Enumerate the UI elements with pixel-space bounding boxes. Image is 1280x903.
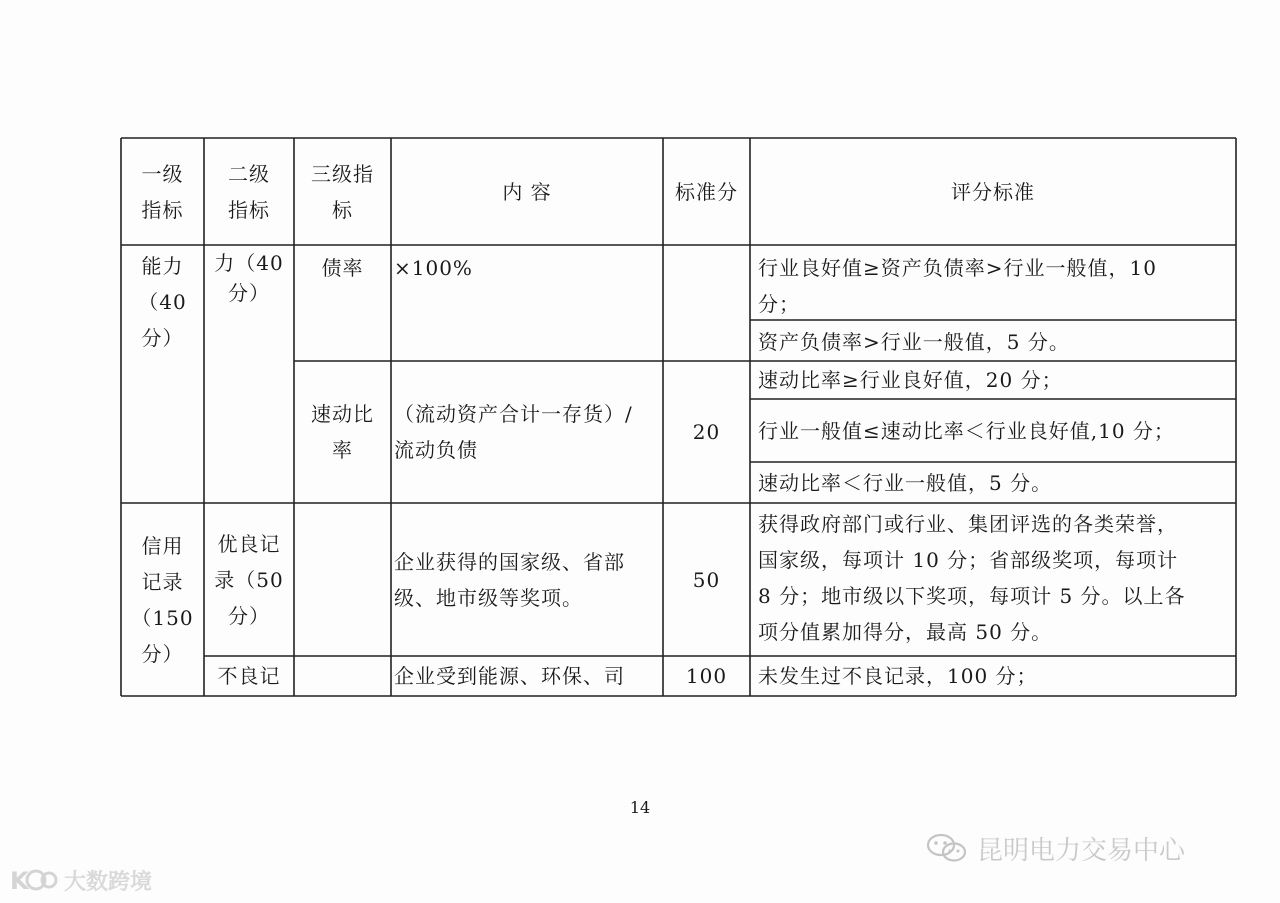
debt-criteria-2 [758, 323, 1234, 361]
credit-good-level2 [204, 503, 294, 656]
credit-bad-score [663, 656, 750, 696]
header-standard-score [663, 138, 750, 245]
credit-level1-line2: 记录 [141, 569, 184, 594]
header-level1-line2: 指标 [141, 197, 184, 222]
quick-ratio-level3-line1: 速动比 [311, 402, 374, 426]
header-level1-line1: 一级 [141, 161, 184, 186]
quick-ratio-criteria-3 [758, 462, 1234, 503]
credit-good-level2-line2: 录（50 [214, 567, 284, 592]
brand-name: 大数跨境 [64, 869, 153, 895]
credit-good-criteria-line4: 项分值累加得分，最高 50 分。 [758, 620, 1053, 644]
credit-good-criteria-line2: 国家级，每项计 10 分；省部级奖项，每项计 [758, 548, 1179, 572]
credit-good-criteria-line3: 8 分；地市级以下奖项，每项计 5 分。以上各 [758, 584, 1186, 608]
debt-level2 [204, 248, 294, 328]
debt-content-formula: ×100% [394, 256, 473, 280]
debt-level1-line2: （40 [138, 290, 187, 314]
debt-criteria-1-line1: 行业良好值≥资产负债率>行业一般值，10 [758, 256, 1157, 280]
brand-logo-letter: K [10, 867, 29, 895]
debt-level1-line1: 能力 [141, 254, 184, 278]
credit-good-criteria [758, 506, 1234, 656]
debt-level2-line1: 力（40 [214, 251, 284, 275]
quick-ratio-content-line2: 流动负债 [394, 438, 478, 462]
header-level3-line1: 三级指 [311, 161, 374, 186]
credit-good-content-line2: 级、地市级等奖项。 [394, 585, 583, 610]
header-standard-score-label: 标准分 [675, 179, 738, 204]
header-level1 [121, 138, 204, 245]
header-content-label: 内 容 [502, 179, 552, 204]
debt-level3 [294, 250, 391, 290]
credit-level1-line3: （150 [131, 605, 194, 630]
credit-bad-criteria [758, 656, 1234, 696]
debt-criteria-1 [758, 250, 1234, 320]
debt-level1 [121, 248, 204, 358]
header-criteria [750, 138, 1236, 245]
credit-bad-score-value: 100 [685, 664, 728, 688]
brand-logo-icon [8, 864, 58, 896]
quick-ratio-level3 [294, 361, 391, 503]
wechat-account-name: 昆明电力交易中心 [977, 835, 1186, 866]
header-level2-line1: 二级 [228, 161, 270, 186]
quick-ratio-score-value: 20 [692, 420, 721, 444]
header-content [391, 138, 663, 245]
debt-criteria-2-text: 资产负债率>行业一般值，5 分。 [758, 330, 1070, 354]
quick-ratio-criteria-2-text: 行业一般值≤速动比率＜行业良好值,10 分； [758, 418, 1175, 443]
credit-good-level2-line3: 分） [228, 603, 270, 628]
credit-good-score [663, 503, 750, 656]
credit-bad-content-text: 企业受到能源、环保、司 [394, 664, 625, 688]
credit-good-score-value: 50 [692, 567, 721, 592]
credit-bad-criteria-text: 未发生过不良记录，100 分； [758, 664, 1038, 688]
quick-ratio-criteria-2 [758, 399, 1234, 462]
credit-level1-line4: 分） [141, 641, 184, 666]
credit-good-level2-line1: 优良记 [217, 531, 281, 556]
wechat-icon [925, 831, 969, 865]
wechat-watermark [925, 828, 1185, 868]
quick-ratio-level3-line2: 率 [332, 438, 353, 462]
debt-level2-line2: 分） [228, 281, 270, 305]
debt-content [394, 250, 660, 290]
credit-bad-level2-label: 不良记 [217, 664, 281, 688]
credit-bad-level2 [204, 656, 294, 696]
credit-level1 [121, 503, 204, 696]
header-level2 [204, 138, 294, 245]
quick-ratio-criteria-3-text: 速动比率＜行业一般值，5 分。 [758, 470, 1053, 495]
credit-good-content-line1: 企业获得的国家级、省部 [394, 549, 625, 574]
quick-ratio-criteria-1-text: 速动比率≥行业良好值，20 分； [758, 368, 1063, 392]
header-level2-line2: 指标 [228, 197, 270, 222]
header-level3 [294, 138, 391, 245]
header-criteria-label: 评分标准 [951, 179, 1035, 204]
quick-ratio-criteria-1 [758, 361, 1234, 399]
brand-watermark [8, 862, 152, 898]
quick-ratio-content-line1: （流动资产合计一存货）/ [394, 402, 633, 426]
credit-level1-line1: 信用 [141, 533, 184, 558]
page-number: 14 [629, 798, 651, 817]
header-level3-line2: 标 [332, 197, 353, 222]
quick-ratio-content [394, 361, 663, 503]
debt-criteria-1-line2: 分； [758, 292, 800, 316]
credit-good-content [394, 503, 663, 656]
quick-ratio-score [663, 361, 750, 503]
debt-level3-label: 债率 [321, 256, 364, 280]
credit-bad-content [394, 656, 663, 696]
debt-level1-line3: 分） [141, 326, 184, 350]
credit-good-criteria-line1: 获得政府部门或行业、集团评选的各类荣誉， [758, 512, 1178, 536]
